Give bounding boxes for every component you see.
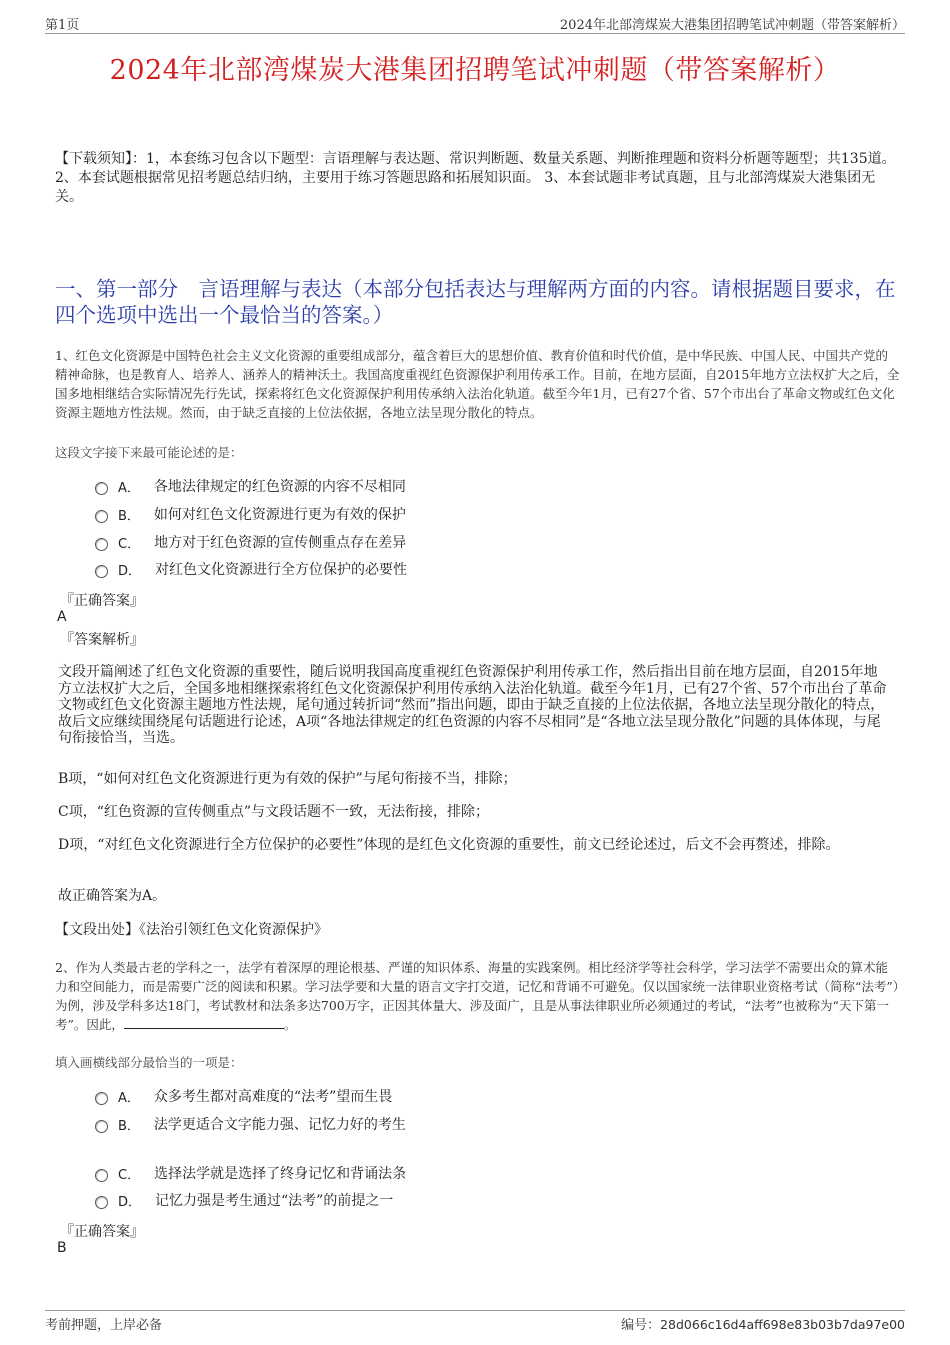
analysis-paragraph: B项，“如何对红色文化资源进行更为有效的保护”与尾句衔接不当，排除； — [58, 771, 517, 787]
question-2-option-c[interactable]: C． 选择法学就是选择了终身记忆和背诵法条 — [95, 1163, 406, 1183]
question-1-option-d[interactable]: D． 对红色文化资源进行全方位保护的必要性 — [95, 559, 407, 579]
radio-icon[interactable] — [95, 1120, 108, 1133]
radio-icon[interactable] — [95, 565, 108, 578]
question-2-option-a[interactable]: A． 众多考生都对高难度的“法考”望而生畏 — [95, 1086, 392, 1106]
page-number: 第1页 — [45, 18, 80, 33]
question-1-answer-label: 『正确答案』 — [60, 593, 144, 609]
section-heading: 一、第一部分 言语理解与表达（本部分包括表达与理解两方面的内容。请根据题目要求，在四个选项中选出一个最恰当的答案。） — [55, 277, 896, 327]
question-2-answer-label: 『正确答案』 — [60, 1224, 144, 1240]
radio-icon[interactable] — [95, 482, 108, 495]
footer-divider — [45, 1310, 905, 1311]
question-2-text: 2、作为人类最古老的学科之一，法学有着深厚的理论根基、严谨的知识体系、海量的实践案例。相比经济学等社会科学，学习法学不需要出众的算术能力和空间能力，而是需要广泛的阅读和积累。学习法学要和大量的语言文字打交道，记忆和背诵不可避免。仅以国家统一法律职业资格考试（简称“法考”）为例，涉及学科多达18门，考试教材和法条多达700万字，正因其体量大、涉及面广，且是从事法律职业所必须通过的考试，“法考”也被称为“天下第一考”。因此， 。 — [55, 960, 900, 1032]
analysis-paragraph: C项，“红色资源的宣传侧重点”与文段话题不一致，无法衔接，排除； — [58, 804, 490, 820]
question-2-option-d[interactable]: D． 记忆力强是考生通过“法考”的前提之一 — [95, 1190, 393, 1210]
question-1-option-c[interactable]: C． 地方对于红色资源的宣传侧重点存在差异 — [95, 532, 406, 552]
radio-icon[interactable] — [95, 1169, 108, 1182]
text-source: 【文段出处】《法治引领红色文化资源保护》 — [55, 922, 328, 938]
radio-icon[interactable] — [95, 1196, 108, 1209]
question-2-answer: B — [57, 1240, 67, 1256]
question-2-prompt: 填入画横线部分最恰当的一项是： — [55, 1055, 243, 1070]
question-1-analysis-label: 『答案解析』 — [60, 632, 144, 648]
question-2-option-b[interactable]: B． 法学更适合文字能力强、记忆力好的考生 — [95, 1114, 406, 1134]
radio-icon[interactable] — [95, 510, 108, 523]
analysis-paragraph: 文段开篇阐述了红色文化资源的重要性，随后说明我国高度重视红色资源保护利用传承工作，然后指出目前在地方层面，自2015年地方立法权扩大之后，全国多地相继探索将红色文化资源保护利用传承纳入法治化轨道。截至今年1月，已有27个省、57个市出台了革命文物或红色文化资源主题地方性法规，尾句通过转折词“然而”指出问题，即由于缺乏直接的上位法依据，各地立法呈现分散化的特点，故后文应继续围绕尾句话题进行论述，A项“各地法律规定的红色资源的内容不尽相同”是“各地立法呈现分散化”问题的具体体现，与尾句衔接恰当，当选。 — [58, 664, 887, 746]
question-1-option-a[interactable]: A． 各地法律规定的红色资源的内容不尽相同 — [95, 476, 406, 496]
question-1-text: 1、红色文化资源是中国特色社会主义文化资源的重要组成部分，蕴含着巨大的思想价值、教育价值和时代价值，是中华民族、中国人民、中国共产党的精神命脉，也是教育人、培养人、涵养人的精神沃土。我国高度重视红色资源保护利用传承工作。目前，在地方层面，自2015年地方立法权扩大之后，全国多地相继结合实际情况先行先试，探索将红色文化资源保护利用传承纳入法治化轨道。截至今年1月，已有27个省、57个市出台了革命文物或红色文化资源主题地方性法规。然而，由于缺乏直接的上位法依据，各地立法呈现分散化的特点。 — [55, 348, 900, 420]
radio-icon[interactable] — [95, 538, 108, 551]
question-1-prompt: 这段文字接下来最可能论述的是： — [55, 445, 243, 460]
document-code: 编号：28d066c16d4aff698e83b03b7da97e00 — [621, 1317, 905, 1333]
footer-slogan: 考前押题，上岸必备 — [45, 1318, 163, 1333]
page-title: 2024年北部湾煤炭大港集团招聘笔试冲刺题（带答案解析） — [109, 55, 841, 86]
question-1-option-b[interactable]: B． 如何对红色文化资源进行更为有效的保护 — [95, 504, 406, 524]
running-title: 2024年北部湾煤炭大港集团招聘笔试冲刺题（带答案解析） — [559, 18, 905, 33]
download-notice: 【下载须知】：1，本套练习包含以下题型：言语理解与表达题、常识判断题、数量关系题、判断推理题和资料分析题等题型；共135道。 2、本套试题根据常见招考题总结归纳，主要用于练习答题思路和拓展知识面。 3、本套试题非考试真题，且与北部湾煤炭大港集团无关。 — [55, 151, 896, 205]
analysis-paragraph: D项，“对红色文化资源进行全方位保护的必要性”体现的是红色文化资源的重要性，前文已经论述过，后文不会再赘述，排除。 — [58, 837, 840, 853]
analysis-paragraph: 故正确答案为A。 — [58, 888, 167, 904]
header-divider — [45, 33, 905, 34]
fill-blank — [124, 1016, 284, 1029]
radio-icon[interactable] — [95, 1092, 108, 1105]
question-1-answer: A — [57, 609, 67, 625]
